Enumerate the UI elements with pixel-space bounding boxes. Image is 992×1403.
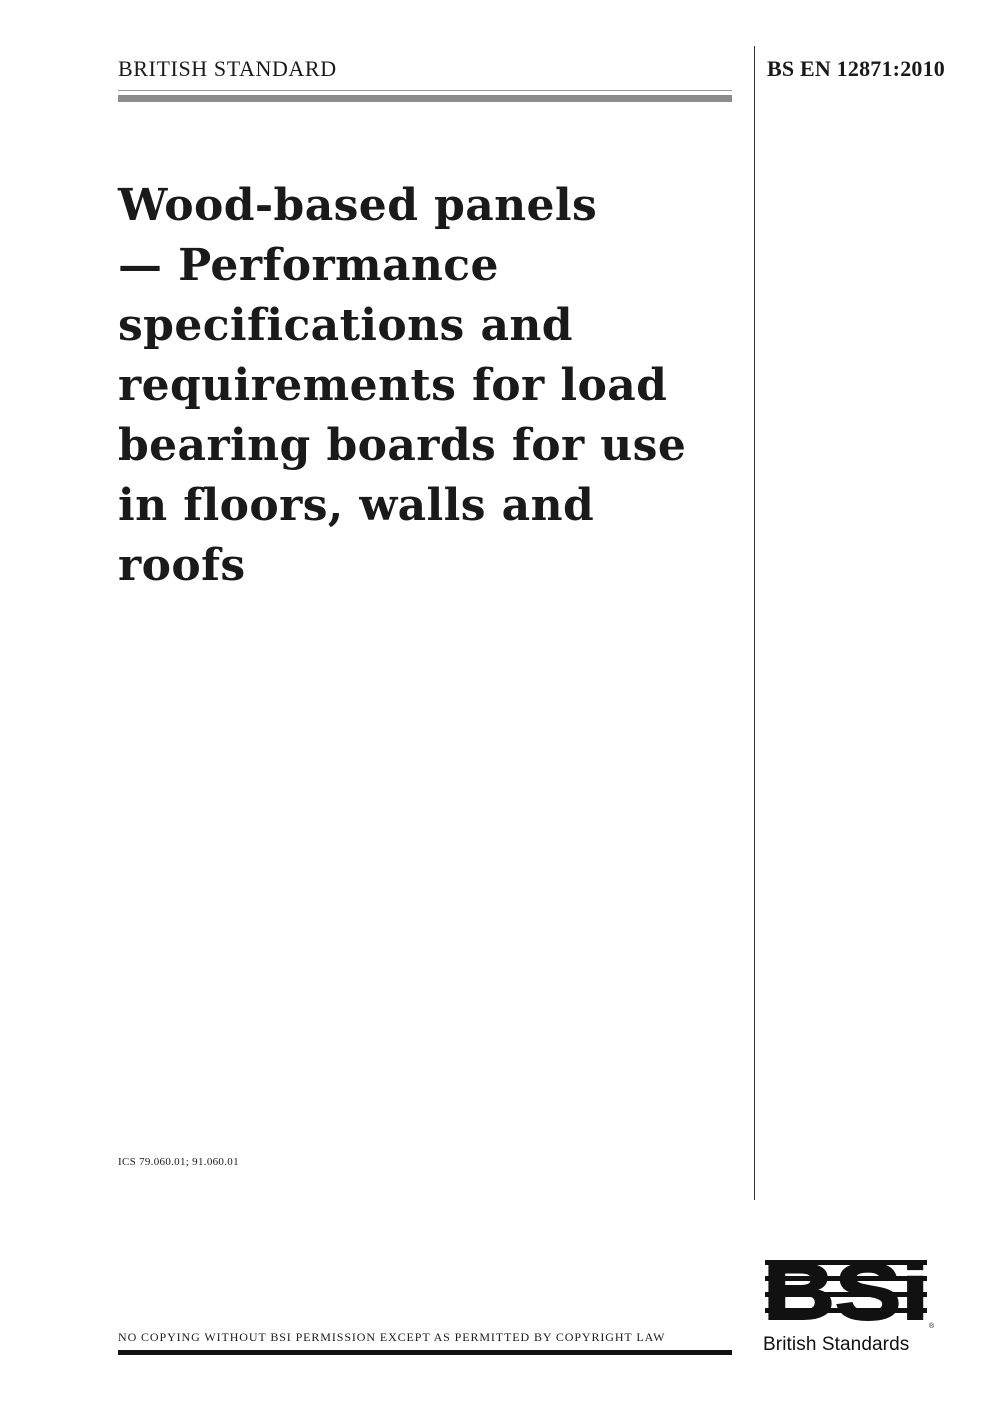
title-line-5: bearing boards for use [118, 420, 687, 471]
document-title [118, 176, 748, 596]
standard-number: BS EN 12871:2010 [767, 56, 945, 81]
registered-mark: ® [929, 1323, 935, 1330]
title-line-6: in floors, walls and [118, 480, 595, 531]
header-thick-rule [118, 95, 732, 102]
title-line-4: requirements for load [118, 360, 668, 411]
title-line-7: roofs [118, 540, 246, 591]
header-thin-rule [118, 90, 732, 91]
column-divider [754, 46, 755, 1200]
title-line-1: Wood-based panels [118, 180, 598, 231]
document-series-label: BRITISH STANDARD [118, 56, 337, 81]
ics-code: ICS 79.060.01; 91.060.01 [118, 1156, 239, 1168]
title-line-3: specifications and [118, 300, 573, 351]
bsi-logo-mark: BSi [763, 1258, 929, 1336]
footer-rule [118, 1350, 732, 1355]
bsi-wordmark: British Standards [763, 1334, 910, 1355]
title-line-2: — Performance [118, 240, 499, 291]
copyright-notice: NO COPYING WITHOUT BSI PERMISSION EXCEPT AS PERMITTED BY COPYRIGHT LAW [118, 1330, 666, 1344]
